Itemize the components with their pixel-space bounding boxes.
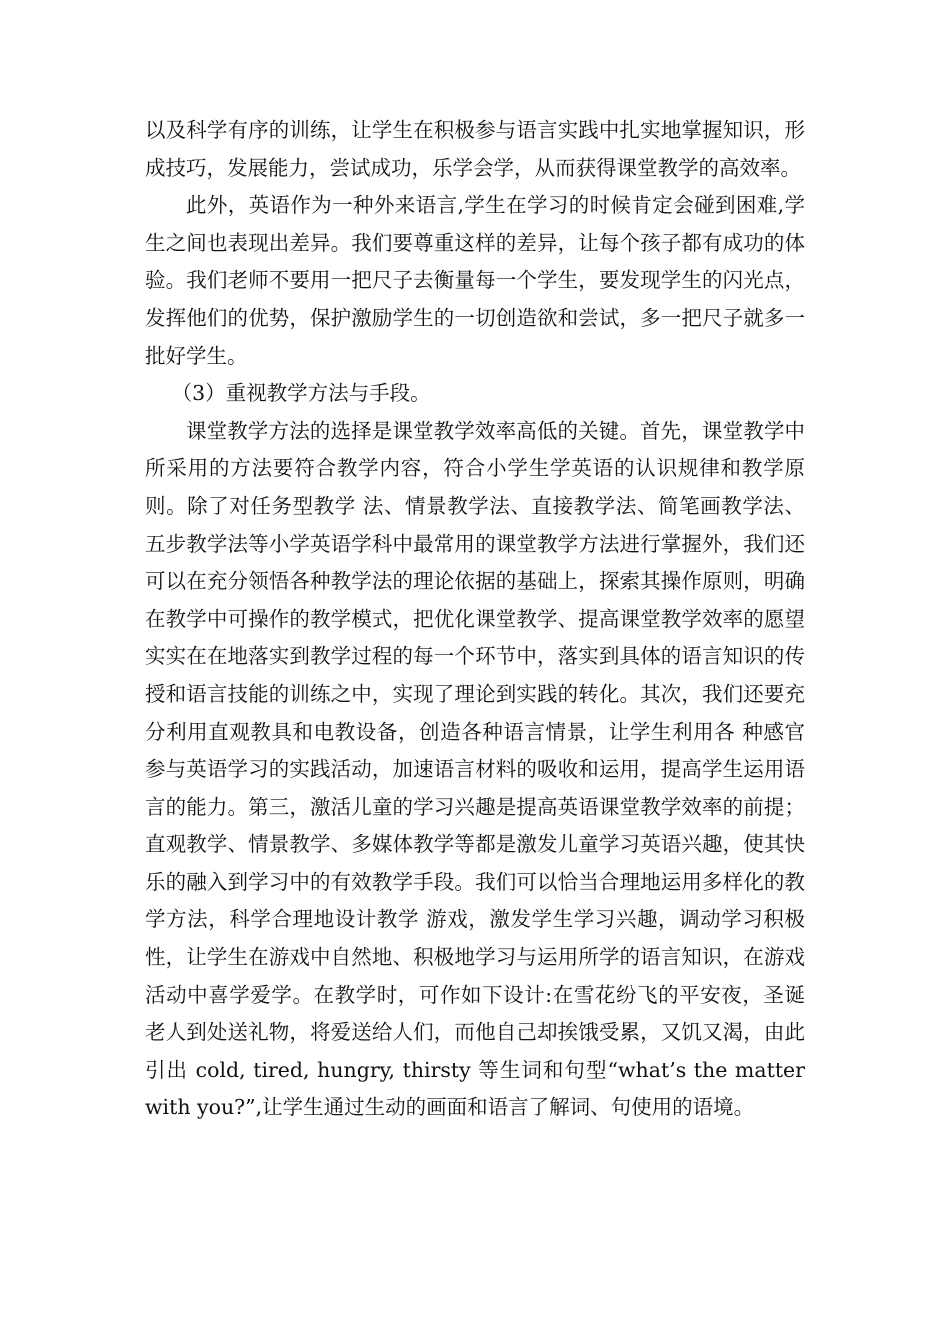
paragraph-differences: 此外，英语作为一种外来语言,学生在学习的时候肯定会碰到困难,学生之间也表现出差异。我们要尊重这样的差异，让每个孩子都有成功的体验。我们老师不要用一把尺子去衡量每一个学生，要发现学生的闪光点，发挥他们的优势，保护激励学生的一切创造欲和尝试，多一把尺子就多一批好学生。 (145, 193, 805, 368)
document-body (145, 112, 805, 1127)
paragraph-teaching-methods: 课堂教学方法的选择是课堂教学效率高低的关键。首先，课堂教学中所采用的方法要符合教学内容，符合小学生学英语的认识规律和教学原则。除了对任务型教学 法、情景教学法、直接教学法、简笔画教学法、五步教学法等小学英语学科中最常用的课堂教学方法进行掌握外，我们还可以在充分领悟各种教学法的理论依据的基础上，探索其操作原则，明确在教学中可操作的教学模式，把优化课堂教学、提高课堂教学效率的愿望实实在在地落实到教学过程的每一个环节中，落实到具体的语言知识的传授和语言技能的训练之中，实现了理论到实践的转化。其次，我们还要充分利用直观教具和电教设备，创造各种语言情景，让学生利用各 种感官参与英语学习的实践活动，加速语言材料的吸收和运用，提高学生运用语言的能力。第三，激活儿童的学习兴趣是提高英语课堂教学效率的前提；直观教学、情景教学、多媒体教学等都是激发儿童学习英语兴趣，使其快乐的融入到学习中的有效教学手段。我们可以恰当合理地运用多样化的教学方法，科学合理地设计教学 游戏，激发学生学习兴趣，调动学习积极性，让学生在游戏中自然地、积极地学习与运用所学的语言知识，在游戏活动中喜学爱学。在教学时，可作如下设计:在雪花纷飞的平安夜，圣诞老人到处送礼物，将爱送给人们，而他自己却挨饿受累，又饥又渴，由此引出 cold, tired, hungry, thirsty 等生词和句型“what’s the matter with you?”,让学生通过生动的画面和语言了解词、句使用的语境。 (145, 418, 805, 1120)
section-heading: （3）重视教学方法与手段。 (171, 381, 431, 406)
paragraph-continuation: 以及科学有序的训练，让学生在积极参与语言实践中扎实地掌握知识，形成技巧，发展能力，尝试成功，乐学会学，从而获得课堂教学的高效率。 (145, 118, 805, 180)
